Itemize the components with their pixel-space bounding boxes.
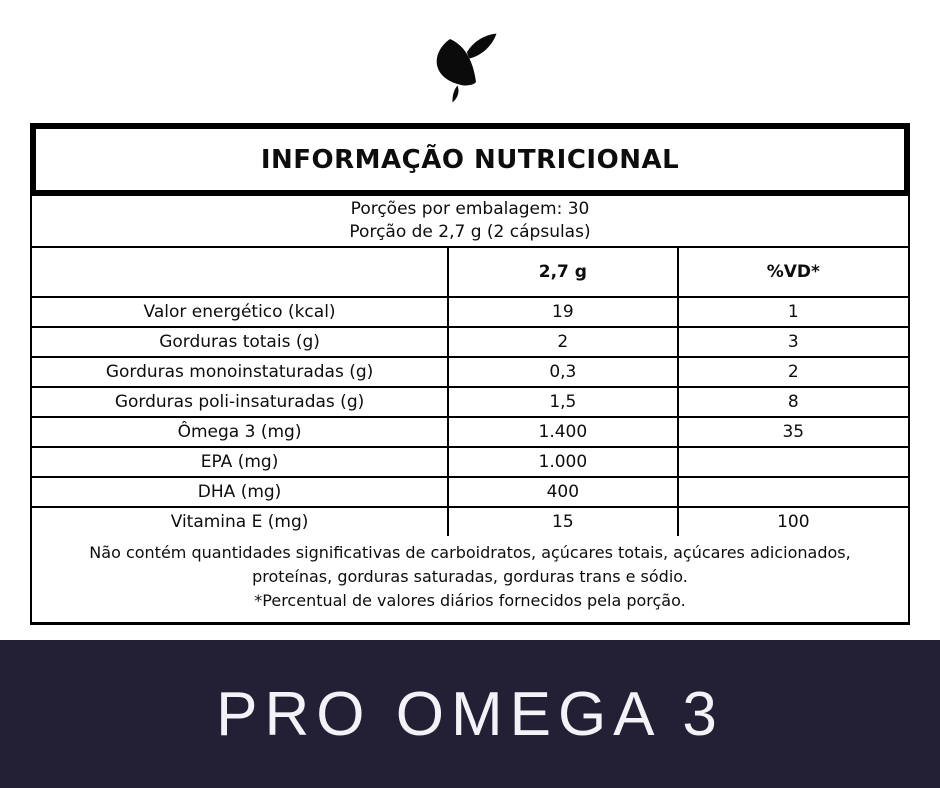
nutrient-label: EPA (mg): [32, 447, 448, 477]
nutrient-column-header: [32, 248, 448, 297]
table-row-omega3: [32, 417, 908, 447]
table-row-polyunsaturated-fat: [32, 387, 908, 417]
product-name-banner: [0, 640, 940, 788]
servings-info: [32, 196, 908, 248]
nutrient-dv: [678, 477, 908, 507]
nutrient-dv: 8: [678, 387, 908, 417]
product-name: PRO OMEGA 3: [216, 679, 724, 749]
nutrition-table-title: INFORMAÇÃO NUTRICIONAL: [30, 123, 910, 196]
table-row-epa: [32, 447, 908, 477]
nutrient-label: Gorduras monoinstaturadas (g): [32, 357, 448, 387]
dv-column-header: %VD*: [678, 248, 908, 297]
table-row-total-fat: [32, 327, 908, 357]
nutrient-amount: 15: [448, 507, 678, 536]
nutrient-amount: 2: [448, 327, 678, 357]
nutrient-label: DHA (mg): [32, 477, 448, 507]
nutrient-dv: 2: [678, 357, 908, 387]
nutrient-amount: 19: [448, 297, 678, 327]
nutrient-label: Gorduras totais (g): [32, 327, 448, 357]
servings-per-package: Porções por embalagem: 30: [350, 199, 590, 219]
nutrient-dv: [678, 447, 908, 477]
nutrient-label: Gorduras poli-insaturadas (g): [32, 387, 448, 417]
nutrient-amount: 1,5: [448, 387, 678, 417]
leaf-bird-logo-icon: [421, 28, 511, 110]
nutrient-amount: 1.000: [448, 447, 678, 477]
nutrient-dv: 100: [678, 507, 908, 536]
nutrient-label: Vitamina E (mg): [32, 507, 448, 536]
brand-logo: [421, 28, 511, 110]
nutrient-amount: 1.400: [448, 417, 678, 447]
table-row-dha: [32, 477, 908, 507]
nutrient-amount: 0,3: [448, 357, 678, 387]
footnote-line-3: *Percentual de valores diários fornecidos pela porção.: [254, 591, 686, 610]
nutrient-table: [32, 248, 908, 536]
amount-column-header: 2,7 g: [448, 248, 678, 297]
column-header-row: [32, 248, 908, 297]
nutrient-dv: 3: [678, 327, 908, 357]
table-row-monounsaturated-fat: [32, 357, 908, 387]
nutrition-table-body: [30, 196, 910, 625]
table-row-energy: [32, 297, 908, 327]
nutrient-label: Valor energético (kcal): [32, 297, 448, 327]
nutrient-label: Ômega 3 (mg): [32, 417, 448, 447]
nutrient-amount: 400: [448, 477, 678, 507]
nutrient-dv: 1: [678, 297, 908, 327]
table-row-vitamin-e: [32, 507, 908, 536]
footnote-line-1: Não contém quantidades significativas de carboidratos, açúcares totais, açúcares adicionados,: [89, 543, 851, 562]
nutrition-facts-table: [30, 123, 910, 625]
footnote: [32, 536, 908, 622]
serving-size: Porção de 2,7 g (2 cápsulas): [349, 222, 591, 242]
nutrient-dv: 35: [678, 417, 908, 447]
footnote-line-2: proteínas, gorduras saturadas, gorduras trans e sódio.: [252, 567, 688, 586]
